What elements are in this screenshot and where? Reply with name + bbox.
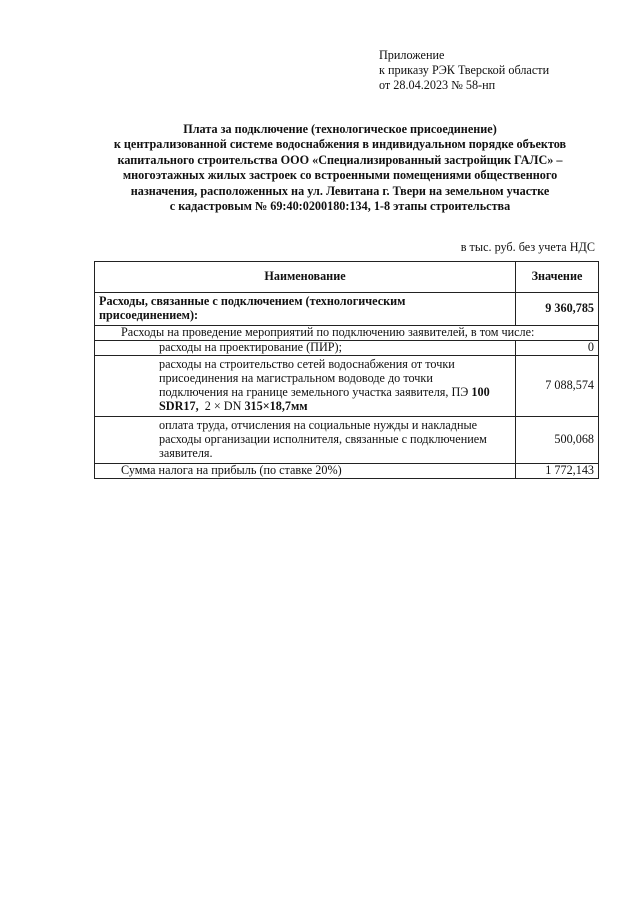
- row-name-part: присоединением):: [99, 308, 199, 322]
- row-value: 0: [516, 341, 599, 356]
- row-name-part: 100: [471, 385, 490, 399]
- row-name-part: 2 × DN: [204, 398, 242, 413]
- header-value: Значение: [516, 262, 599, 293]
- title-line: с кадастровым № 69:40:0200180:134, 1-8 этапы строительства: [169, 199, 511, 214]
- header-name: Наименование: [95, 262, 516, 293]
- table-header-row: [95, 262, 599, 293]
- table-row: [95, 417, 599, 464]
- row-name-part: присоединения на магистральном водоводе до точки: [159, 371, 433, 386]
- annex-line: к приказу РЭК Тверской области: [379, 62, 550, 77]
- annex-line: Приложение: [379, 48, 445, 62]
- row-value: 9 360,785: [516, 293, 599, 326]
- title-line: к централизованной системе водоснабжения в индивидуальном порядке объектов: [113, 137, 567, 152]
- row-name: расходы на проектирование (ПИР);: [95, 341, 516, 356]
- row-name-part: Расходы, связанные с подключением (технологическим: [99, 294, 406, 309]
- table-row: [95, 293, 599, 326]
- table-row: [95, 464, 599, 479]
- row-value: 500,068: [516, 417, 599, 464]
- row-name-part: расходы организации исполнителя, связанные с подключением: [159, 432, 487, 447]
- row-value: 7 088,574: [516, 356, 599, 417]
- title-line: многоэтажных жилых застроек со встроенными помещениями общественного: [122, 168, 558, 183]
- row-value: 1 772,143: [516, 464, 599, 479]
- row-name-part: подключения на границе земельного участка заявителя, ПЭ: [159, 385, 469, 399]
- row-name-part: SDR17,: [159, 398, 199, 413]
- title-line: капитального строительства ООО «Специализированный застройщик ГАЛС» –: [117, 152, 563, 167]
- row-name: Сумма налога на прибыль (по ставке 20%): [95, 464, 516, 479]
- row-name-part: расходы на строительство сетей водоснабжения от точки: [159, 357, 455, 372]
- row-name-part: заявителя.: [159, 445, 213, 460]
- table-row: [95, 326, 599, 341]
- table-row: [95, 341, 599, 356]
- document-title: [80, 122, 600, 214]
- row-name: [95, 293, 516, 326]
- row-name: [95, 417, 516, 464]
- annex-header: [379, 48, 549, 92]
- row-name-part: оплата труда, отчисления на социальные нужды и накладные: [159, 418, 478, 433]
- title-line: Плата за подключение (технологическое присоединение): [183, 122, 497, 136]
- annex-line: от 28.04.2023 № 58-нп: [379, 77, 496, 92]
- row-name: Расходы на проведение мероприятий по подключению заявителей, в том числе:: [95, 326, 599, 341]
- row-name: [95, 356, 516, 417]
- units-note: в тыс. руб. без учета НДС: [460, 240, 595, 254]
- table-row: [95, 356, 599, 417]
- title-line: назначения, расположенных на ул. Левитана г. Твери на земельном участке: [130, 183, 550, 198]
- fee-table: [94, 261, 599, 479]
- row-name-part: 315×18,7мм: [244, 398, 308, 413]
